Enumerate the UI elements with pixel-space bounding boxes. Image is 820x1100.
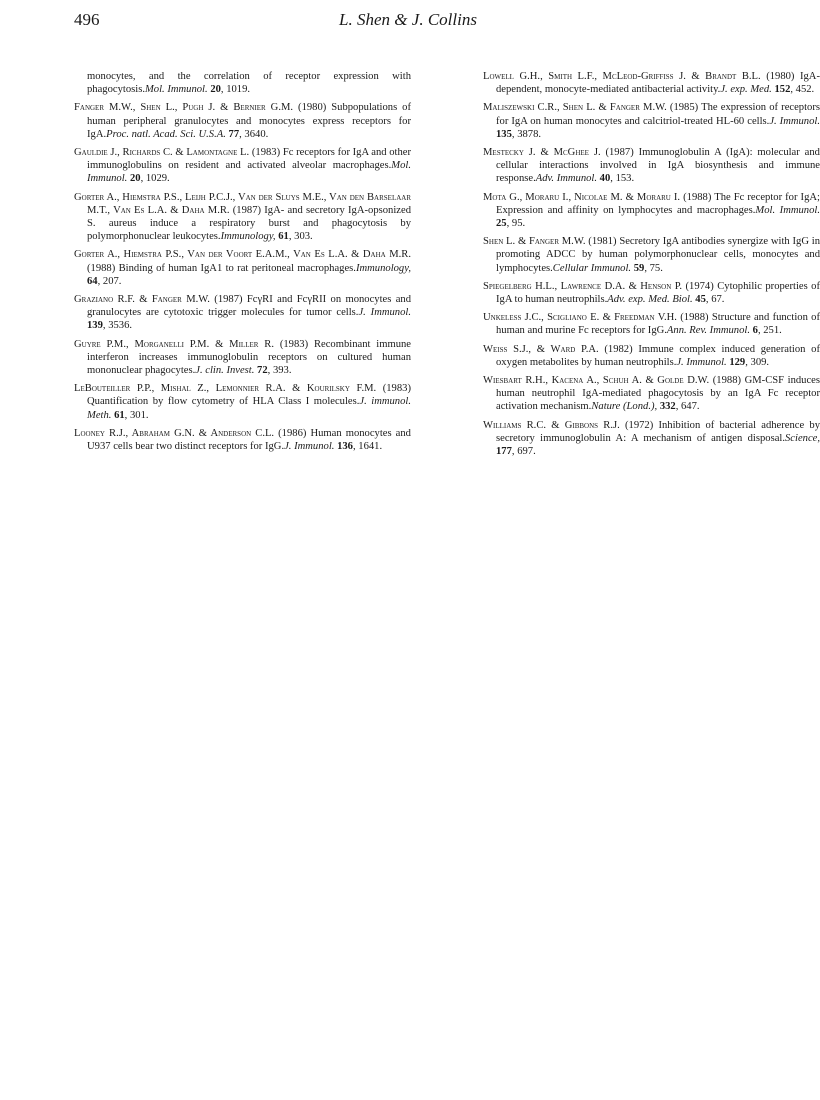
reference-authors: LeBouteiller P.P., Mishal Z., Lemonnier R.A. & Kourilsky F.M. [74, 383, 377, 395]
reference-entry [483, 311, 820, 337]
reference-pages: , 3878. [511, 128, 542, 140]
reference-year: (1974) [682, 280, 718, 292]
reference-volume: 72 [257, 365, 268, 377]
reference-journal: J. exp. Med. [720, 84, 772, 96]
reference-pages: , 1019. [220, 84, 251, 96]
reference-pages: , 75. [644, 262, 663, 274]
reference-pages: , 1029. [140, 173, 170, 185]
reference-volume: 152 [774, 84, 791, 96]
reference-title: Quantification by flow cytometry of HLA Class I molecules. [87, 396, 360, 408]
reference-authors: Shen L. & Fanger M.W. [483, 236, 586, 248]
reference-journal: J. immunol. Meth. [87, 396, 411, 421]
reference-authors: Looney R.J., Abraham G.N. & Anderson C.L. [74, 427, 275, 439]
reference-year: (1982) [598, 343, 639, 355]
reference-title: Immune complex induced generation of oxygen metabolites by human neutrophils. [496, 343, 820, 368]
reference-pages: , 309. [745, 356, 770, 368]
reference-journal: J. Immunol. [676, 356, 727, 368]
reference-authors: Unkeless J.C., Scigliano E. & Freedman V.H. [483, 312, 677, 324]
reference-title: The Fc receptor for IgA; Expression and affinity on lymphocytes and macrophages. [496, 191, 820, 216]
reference-entry [483, 101, 820, 141]
reference-year: (1987) [229, 204, 265, 216]
reference-authors: Maliszewski C.R., Shen L. & Fanger M.W. [483, 102, 667, 114]
reference-title: Human monocytes and U937 cells bear two distinct receptors for IgG. [87, 427, 411, 453]
reference-volume: 64 [87, 275, 98, 287]
reference-year: (1987) [600, 147, 639, 159]
reference-entry [74, 382, 411, 422]
reference-entry [483, 191, 820, 231]
reference-year: (1983) [274, 338, 314, 350]
reference-journal: Mol. Immunol. [87, 160, 411, 185]
reference-volume: 177 [496, 446, 512, 458]
reference-entry [74, 101, 411, 141]
reference-authors: Graziano R.F. & Fanger M.W. [74, 294, 210, 306]
reference-pages: , 647. [675, 401, 700, 413]
reference-journal: Proc. natl. Acad. Sci. U.S.A. [106, 128, 226, 140]
reference-journal: J. Immunol. [284, 441, 335, 453]
reference-journal: Mol. Immunol. [144, 84, 208, 96]
running-head: L. Shen & J. Collins [339, 10, 477, 29]
reference-journal: Nature (Lond.), [591, 401, 658, 413]
reference-entry [483, 235, 820, 275]
reference-title: monocytes, and the correlation of receptor expression with phagocytosis. [87, 71, 411, 96]
reference-authors: Wiesbart R.H., Kacena A., Schuh A. & Golde D.W. [483, 375, 710, 387]
reference-authors: Guyre P.M., Morganelli P.M. & Miller R. [74, 338, 274, 350]
reference-year: (1988) [709, 375, 745, 387]
reference-entry [74, 293, 411, 333]
reference-volume: 61 [114, 409, 125, 421]
reference-volume: 20 [129, 173, 141, 185]
reference-entry [483, 419, 820, 459]
reference-title: Immunoglobulin A (IgA): molecular and cellular interactions involved in IgA biosynthesis and immune response. [496, 147, 820, 185]
reference-entry [483, 280, 820, 306]
reference-authors: Mestecky J. & McGhee J. [483, 147, 601, 159]
reference-year: (1983) [376, 383, 411, 395]
reference-pages: , 393. [267, 365, 292, 377]
reference-entry [74, 146, 411, 186]
reference-volume: 135 [496, 128, 512, 140]
reference-journal: Adv. exp. Med. Biol. [607, 294, 693, 306]
reference-entry [483, 374, 820, 414]
reference-volume: 332 [659, 401, 676, 413]
reference-title: Binding of human IgA1 to rat peritoneal macrophages. [118, 262, 356, 274]
reference-journal: Science, [785, 432, 820, 444]
reference-journal: Immunology, [355, 262, 411, 274]
reference-column-left [74, 70, 411, 458]
reference-entry [74, 191, 411, 244]
reference-pages: , 3640. [239, 128, 269, 140]
reference-volume: 129 [729, 356, 746, 368]
reference-entry [483, 343, 820, 369]
reference-authors: Lowell G.H., Smith L.F., McLeod-Griffiss J. & Brandt B.L. [483, 71, 761, 82]
reference-authors: Gorter A., Hiemstra P.S., Van der Voort E.A.M., Van Es L.A. & Daha M.R. [74, 249, 411, 261]
reference-pages: , 3536. [102, 320, 133, 332]
reference-journal: Cellular Immunol. [552, 262, 632, 274]
reference-entry [74, 70, 411, 96]
reference-year: (1987) [209, 294, 247, 306]
reference-title: Subpopulations of human peripheral granulocytes and monocytes express receptors for IgA. [87, 102, 411, 140]
reference-pages: , 95. [506, 218, 526, 230]
reference-volume: 59 [633, 262, 645, 274]
reference-journal: Ann. Rev. Immunol. [666, 325, 750, 337]
reference-volume: 139 [87, 320, 103, 332]
reference-year: (1988) [680, 191, 715, 203]
reference-title: FcγRI and FcγRII on monocytes and granulocytes are cytotoxic trigger molecules for tumor cells. [87, 294, 412, 319]
reference-year: (1986) [274, 427, 311, 439]
reference-authors: Spiegelberg H.L., Lawrence D.A. & Henson P. [483, 280, 683, 292]
reference-title: Recombinant immune interferon increases immunoglobulin receptors on cultured human mononuclear phagocytes. [87, 338, 412, 377]
reference-authors: Fanger M.W., Shen L., Pugh J. & Bernier G.M. [74, 102, 294, 114]
reference-journal: J. Immunol. [769, 115, 820, 127]
reference-volume: 77 [228, 128, 240, 140]
reference-entry [74, 338, 411, 378]
reference-pages: , 301. [124, 409, 149, 421]
reference-journal: J. clin. Invest. [195, 365, 255, 377]
reference-pages: , 67. [705, 294, 725, 306]
reference-volume: 61 [278, 231, 289, 243]
page-header [74, 10, 742, 40]
reference-journal: Adv. Immunol. [535, 173, 598, 185]
reference-pages: , 251. [757, 325, 782, 337]
reference-volume: 25 [496, 218, 507, 230]
reference-title: Fc receptors for IgA and other immunoglobulins on resident and activated alveolar macrophages. [87, 147, 411, 172]
reference-title: The expression of receptors for IgA on human monocytes and calcitriol-treated HL-60 cells. [496, 102, 820, 127]
reference-authors: Gauldie J., Richards C. & Lamontagne L. [74, 147, 250, 159]
reference-volume: 6 [752, 325, 758, 337]
reference-volume: 20 [210, 84, 221, 96]
reference-entry [74, 248, 411, 288]
reference-authors: Mota G., Moraru I., Nicolae M. & Moraru I. [483, 191, 681, 203]
reference-authors: Weiss S.J., & Ward P.A. [483, 343, 599, 355]
reference-year: (1981) [585, 236, 620, 248]
reference-pages: , 697. [511, 446, 536, 458]
reference-year: (1988) [676, 312, 712, 324]
reference-title: GM-CSF induces human neutrophil IgA-mediated phagocytosis by an IgA Fc receptor activation mechanism. [496, 375, 820, 413]
reference-year: (1980) [760, 71, 800, 82]
reference-title: IgA-dependent, monocyte-mediated antibacterial activity. [496, 71, 820, 96]
reference-pages: , 153. [610, 173, 635, 185]
reference-authors: Williams R.C. & Gibbons R.J. [483, 419, 620, 431]
reference-entry [74, 427, 411, 453]
reference-pages: , 452. [790, 84, 815, 96]
reference-year: (1988) [87, 262, 119, 274]
reference-title: IgA- and secretory IgA-opsonized S. aureus induce a respiratory burst and phagocytosis by polymorphonuclear leukocytes. [87, 204, 411, 243]
reference-year: (1972) [619, 419, 659, 431]
reference-entry [483, 146, 820, 186]
reference-journal: Mol. Immunol. [755, 204, 820, 216]
reference-pages: , 1641. [352, 441, 383, 453]
reference-journal: J. Immunol. [358, 307, 411, 319]
reference-volume: 45 [695, 294, 706, 306]
reference-year: (1980) [293, 102, 332, 114]
reference-journal: Immunology, [220, 231, 276, 243]
reference-column-right [483, 70, 820, 463]
reference-authors: Gorter A., Hiemstra P.S., Leijh P.C.J., Van der Sluys M.E., Van den Barselaar M.T., Van Es L.A. & Daha M.R. [74, 191, 411, 216]
reference-entry [483, 70, 820, 96]
reference-title: Structure and function of human and murine Fc receptors for IgG. [496, 312, 820, 337]
reference-title: Cytophilic properties of IgA to human neutrophils. [496, 280, 820, 306]
reference-pages: , 207. [97, 275, 122, 287]
reference-title: Secretory IgA antibodies synergize with IgG in promoting ADCC by human polymorphonuclear cells, monocytes and lymphocytes. [496, 236, 820, 274]
reference-title: Inhibition of bacterial adherence by secretory immunoglobulin A: A mechanism of antigen disposal. [496, 419, 820, 444]
reference-volume: 40 [599, 173, 611, 185]
reference-year: (1985) [666, 102, 702, 114]
reference-year: (1983) [249, 147, 283, 159]
reference-pages: , 303. [288, 231, 313, 243]
reference-volume: 136 [337, 441, 353, 453]
page-number: 496 [74, 10, 100, 29]
